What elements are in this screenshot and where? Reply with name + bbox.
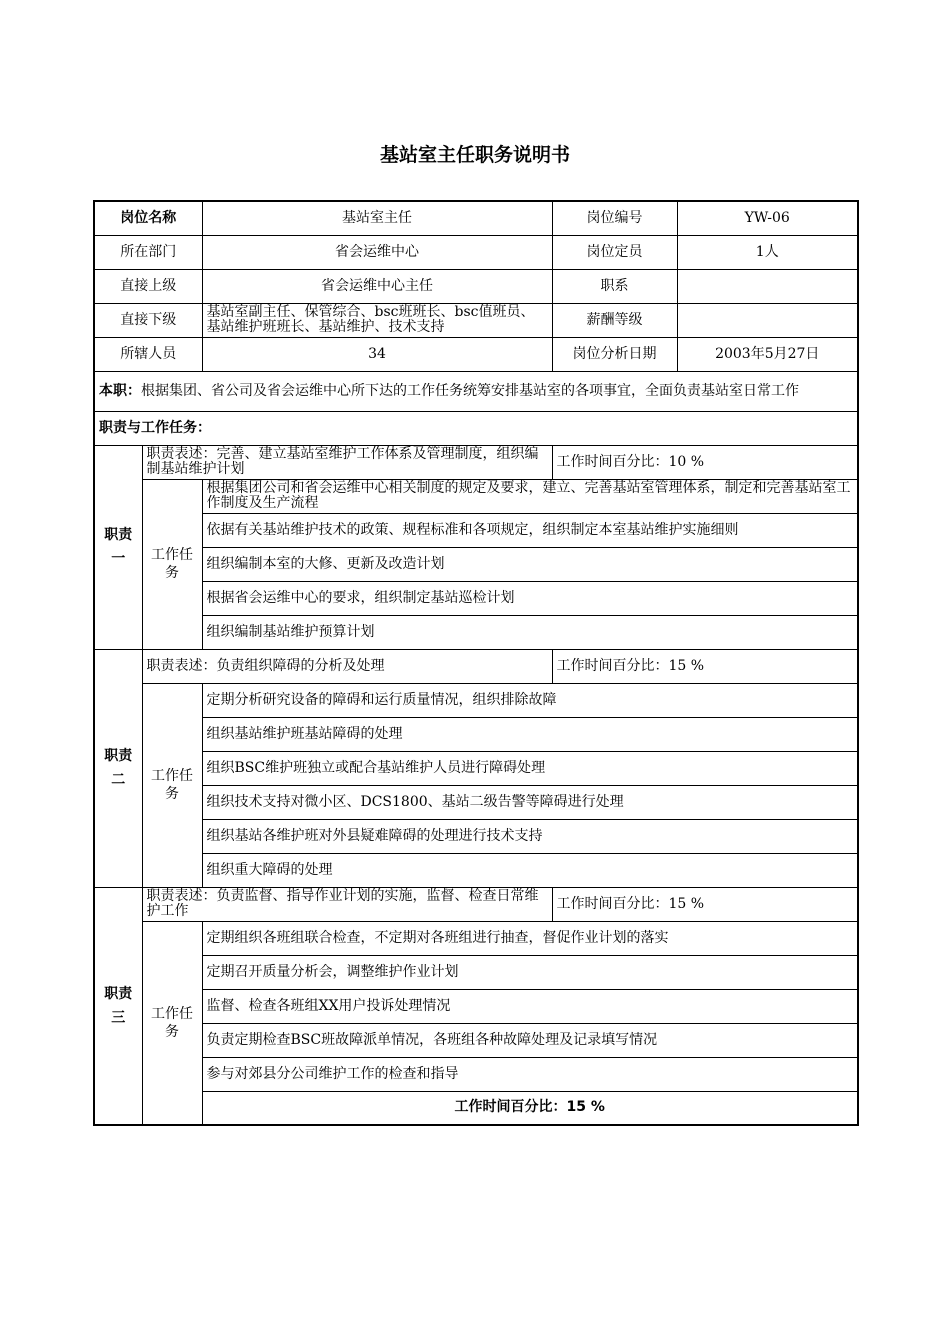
date-value: 2003年5月27日 bbox=[677, 337, 858, 371]
dept-value: 省会运维中心 bbox=[202, 235, 552, 269]
post-no-value: YW-06 bbox=[677, 201, 858, 235]
superior-value: 省会运维中心主任 bbox=[202, 269, 552, 303]
duty-3-task-1: 定期组织各班组联合检查，不定期对各班组进行抽查，督促作业计划的落实 bbox=[202, 921, 858, 955]
salary-value bbox=[677, 303, 858, 337]
job-description-table bbox=[93, 200, 859, 1126]
duty-1-task-4: 根据省会运维中心的要求，组织制定基站巡检计划 bbox=[202, 581, 858, 615]
series-value bbox=[677, 269, 858, 303]
duty-1-task-label: 工作任务 bbox=[142, 479, 202, 649]
salary-label: 薪酬等级 bbox=[552, 303, 677, 337]
duty-3-name: 职责三 bbox=[94, 887, 142, 1125]
staff-label: 所辖人员 bbox=[94, 337, 202, 371]
duty-2-task-3: 组织BSC维护班独立或配合基站维护人员进行障碍处理 bbox=[202, 751, 858, 785]
duty-1-task-3: 组织编制本室的大修、更新及改造计划 bbox=[202, 547, 858, 581]
post-name-value: 基站室主任 bbox=[202, 201, 552, 235]
staff-value: 34 bbox=[202, 337, 552, 371]
main-duty-text: 根据集团、省公司及省会运维中心所下达的工作任务统筹安排基站室的各项事宜，全面负责基站室日常工作 bbox=[141, 382, 799, 399]
duty-3-task-2: 定期召开质量分析会，调整维护作业计划 bbox=[202, 955, 858, 989]
duty-1-task-2: 依据有关基站维护技术的政策、规程标准和各项规定，组织制定本室基站维护实施细则 bbox=[202, 513, 858, 547]
duty-1-name: 职责一 bbox=[94, 445, 142, 649]
duties-header: 职责与工作任务： bbox=[94, 411, 858, 445]
duty-2-desc: 职责表述：负责组织障碍的分析及处理 bbox=[142, 649, 552, 683]
quota-value: 1人 bbox=[677, 235, 858, 269]
dept-label: 所在部门 bbox=[94, 235, 202, 269]
duty-1-task-1: 根据集团公司和省会运维中心相关制度的规定及要求，建立、完善基站室管理体系，制定和完善基站室工作制度及生产流程 bbox=[202, 479, 858, 513]
duty-1-desc: 职责表述：完善、建立基站室维护工作体系及管理制度，组织编制基站维护计划 bbox=[142, 445, 552, 479]
duty-2-task-2: 组织基站维护班基站障碍的处理 bbox=[202, 717, 858, 751]
duty-3-desc: 职责表述：负责监督、指导作业计划的实施，监督、检查日常维护工作 bbox=[142, 887, 552, 921]
date-label: 岗位分析日期 bbox=[552, 337, 677, 371]
duty-2-task-1: 定期分析研究设备的障碍和运行质量情况，组织排除故障 bbox=[202, 683, 858, 717]
post-name-label: 岗位名称 bbox=[94, 201, 202, 235]
duty-3-task-4: 负责定期检查BSC班故障派单情况，各班组各种故障处理及记录填写情况 bbox=[202, 1023, 858, 1057]
duty-2-task-6: 组织重大障碍的处理 bbox=[202, 853, 858, 887]
duty-3-task-3: 监督、检查各班组XX用户投诉处理情况 bbox=[202, 989, 858, 1023]
main-duty-label: 本职： bbox=[99, 382, 141, 399]
subordinate-value: 基站室副主任、保管综合、bsc班班长、bsc值班员、基站维护班班长、基站维护、技术支持 bbox=[202, 303, 552, 337]
main-duty bbox=[94, 371, 858, 411]
duty-3-total: 工作时间百分比：15 % bbox=[202, 1091, 858, 1125]
duty-2-name: 职责二 bbox=[94, 649, 142, 887]
duty-1-task-5: 组织编制基站维护预算计划 bbox=[202, 615, 858, 649]
duty-2-task-4: 组织技术支持对微小区、DCS1800、基站二级告警等障碍进行处理 bbox=[202, 785, 858, 819]
duty-2-task-label: 工作任务 bbox=[142, 683, 202, 887]
quota-label: 岗位定员 bbox=[552, 235, 677, 269]
duty-2-task-5: 组织基站各维护班对外县疑难障碍的处理进行技术支持 bbox=[202, 819, 858, 853]
subordinate-label: 直接下级 bbox=[94, 303, 202, 337]
duty-1-pct: 工作时间百分比：10 % bbox=[552, 445, 858, 479]
series-label: 职系 bbox=[552, 269, 677, 303]
duty-2-pct: 工作时间百分比：15 % bbox=[552, 649, 858, 683]
duty-3-task-5: 参与对郊县分公司维护工作的检查和指导 bbox=[202, 1057, 858, 1091]
post-no-label: 岗位编号 bbox=[552, 201, 677, 235]
duty-3-task-label: 工作任务 bbox=[142, 921, 202, 1125]
superior-label: 直接上级 bbox=[94, 269, 202, 303]
page-title: 基站室主任职务说明书 bbox=[379, 144, 570, 166]
duty-3-pct: 工作时间百分比：15 % bbox=[552, 887, 858, 921]
